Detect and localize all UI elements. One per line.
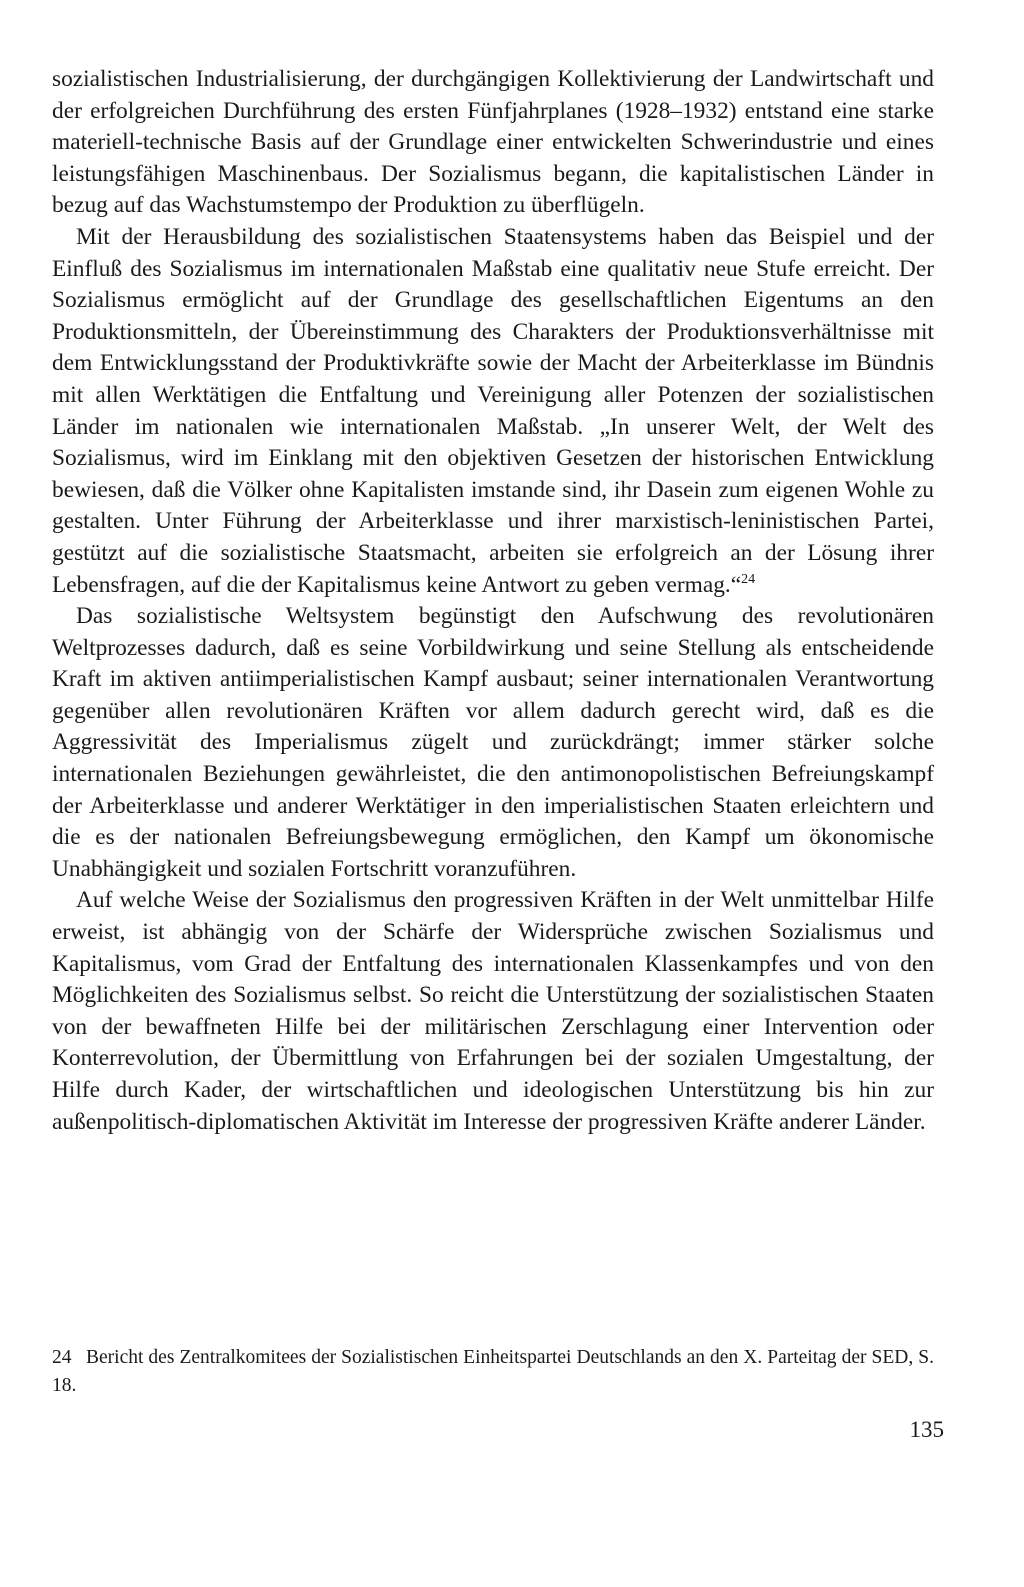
paragraph-4-text: Auf welche Weise der Sozialismus den progressiven Kräften in der Welt unmittelbar Hilfe erweist, ist abhängig von der Schärfe der Widersprüche zwischen Sozialismus und Kapitalismus, vom Grad der Entfaltung des internationalen Klassenkampfes und von den Möglichkeiten des Sozialismus selbst. So reicht die Unterstützung der sozialistischen Staaten von der bewaffneten Hilfe bei der militärischen Zerschlagung einer Intervention oder Konterrevolution, der Übermittlung von Erfahrungen bei der sozialen Umgestaltung, der Hilfe durch Kader, der wirtschaftlichen und ideologischen Unterstützung bis hin zur außenpolitisch-diplomatischen Aktivität im Interesse der progressiven Kräfte anderer Länder. — [52, 887, 934, 1135]
footnote-text: Bericht des Zentralkomitees der Sozialistischen Einheitspartei Deutschlands an den X. Parteitag der SED, S. 18. — [52, 1347, 934, 1396]
footnote-reference: 24 — [741, 571, 756, 587]
footnote — [52, 1344, 934, 1400]
paragraph-4 — [52, 885, 934, 1138]
page-number: 135 — [909, 1417, 944, 1442]
paragraph-1 — [52, 64, 934, 222]
paragraph-3-text: Das sozialistische Weltsystem begünstigt den Aufschwung des revolutionären Weltprozesses dadurch, daß es seine Vorbildwirkung und seine Stellung als entscheidende Kraft im aktiven antiimperialistischen Kampf ausbaut; seiner internationalen Verantwortung gegenüber allen revolutionären Kräften vor allem dadurch gerecht wird, daß es die Aggressivität des Imperialismus zügelt und zurückdrängt; immer stärker solche internationalen Beziehungen gewährleistet, die den antimonopolistischen Befreiungskampf der Arbeiterklasse und anderer Werktätiger in den imperialistischen Staaten erleichtern und die es der nationalen Befreiungsbewegung ermöglichen, den Kampf um ökonomische Unabhängigkeit und sozialen Fortschritt voranzuführen. — [52, 603, 934, 882]
footnote-number: 24 — [52, 1347, 72, 1368]
footnote-area — [52, 1344, 934, 1400]
paragraph-1-text: sozialistischen Industrialisierung, der durchgängigen Kollektivierung der Landwirtschaft und der erfolgreichen Durchführung des ersten Fünfjahrplanes (1928–1932) entstand eine starke materiell-technische Basis auf der Grundlage einer entwickelten Schwerindustrie und eines leistungsfähigen Maschinenbaus. Der Sozialismus begann, die kapitalistischen Länder in bezug auf das Wachstumstempo der Produktion zu überflügeln. — [52, 66, 934, 219]
paragraph-3 — [52, 601, 934, 885]
paragraph-2 — [52, 222, 934, 601]
paragraph-2-text: Mit der Herausbildung des sozialistischen Staatensystems haben das Beispiel und der Einfluß des Sozialismus im internationalen Maßstab eine qualitativ neue Stufe erreicht. Der Sozialismus ermöglicht auf der Grundlage des gesellschaftlichen Eigentums an den Produktionsmitteln, der Übereinstimmung des Charakters der Produktionsverhältnisse mit dem Entwicklungsstand der Produktivkräfte sowie der Macht der Arbeiterklasse im Bündnis mit allen Werktätigen die Entfaltung und Vereinigung aller Potenzen der sozialistischen Länder im nationalen wie internationalen Maßstab. „In unserer Welt, der Welt des Sozialismus, wird im Einklang mit den objektiven Gesetzen der historischen Entwicklung bewiesen, daß die Völker ohne Kapitalisten imstande sind, ihr Dasein zum eigenen Wohle zu gestalten. Unter Führung der Arbeiterklasse und ihrer marxistisch-leninistischen Partei, gestützt auf die sozialistische Staatsmacht, arbeiten sie erfolgreich an der Lösung ihrer Lebensfragen, auf die der Kapitalismus keine Antwort zu geben vermag.“ — [52, 223, 934, 598]
page-body — [52, 64, 934, 1138]
